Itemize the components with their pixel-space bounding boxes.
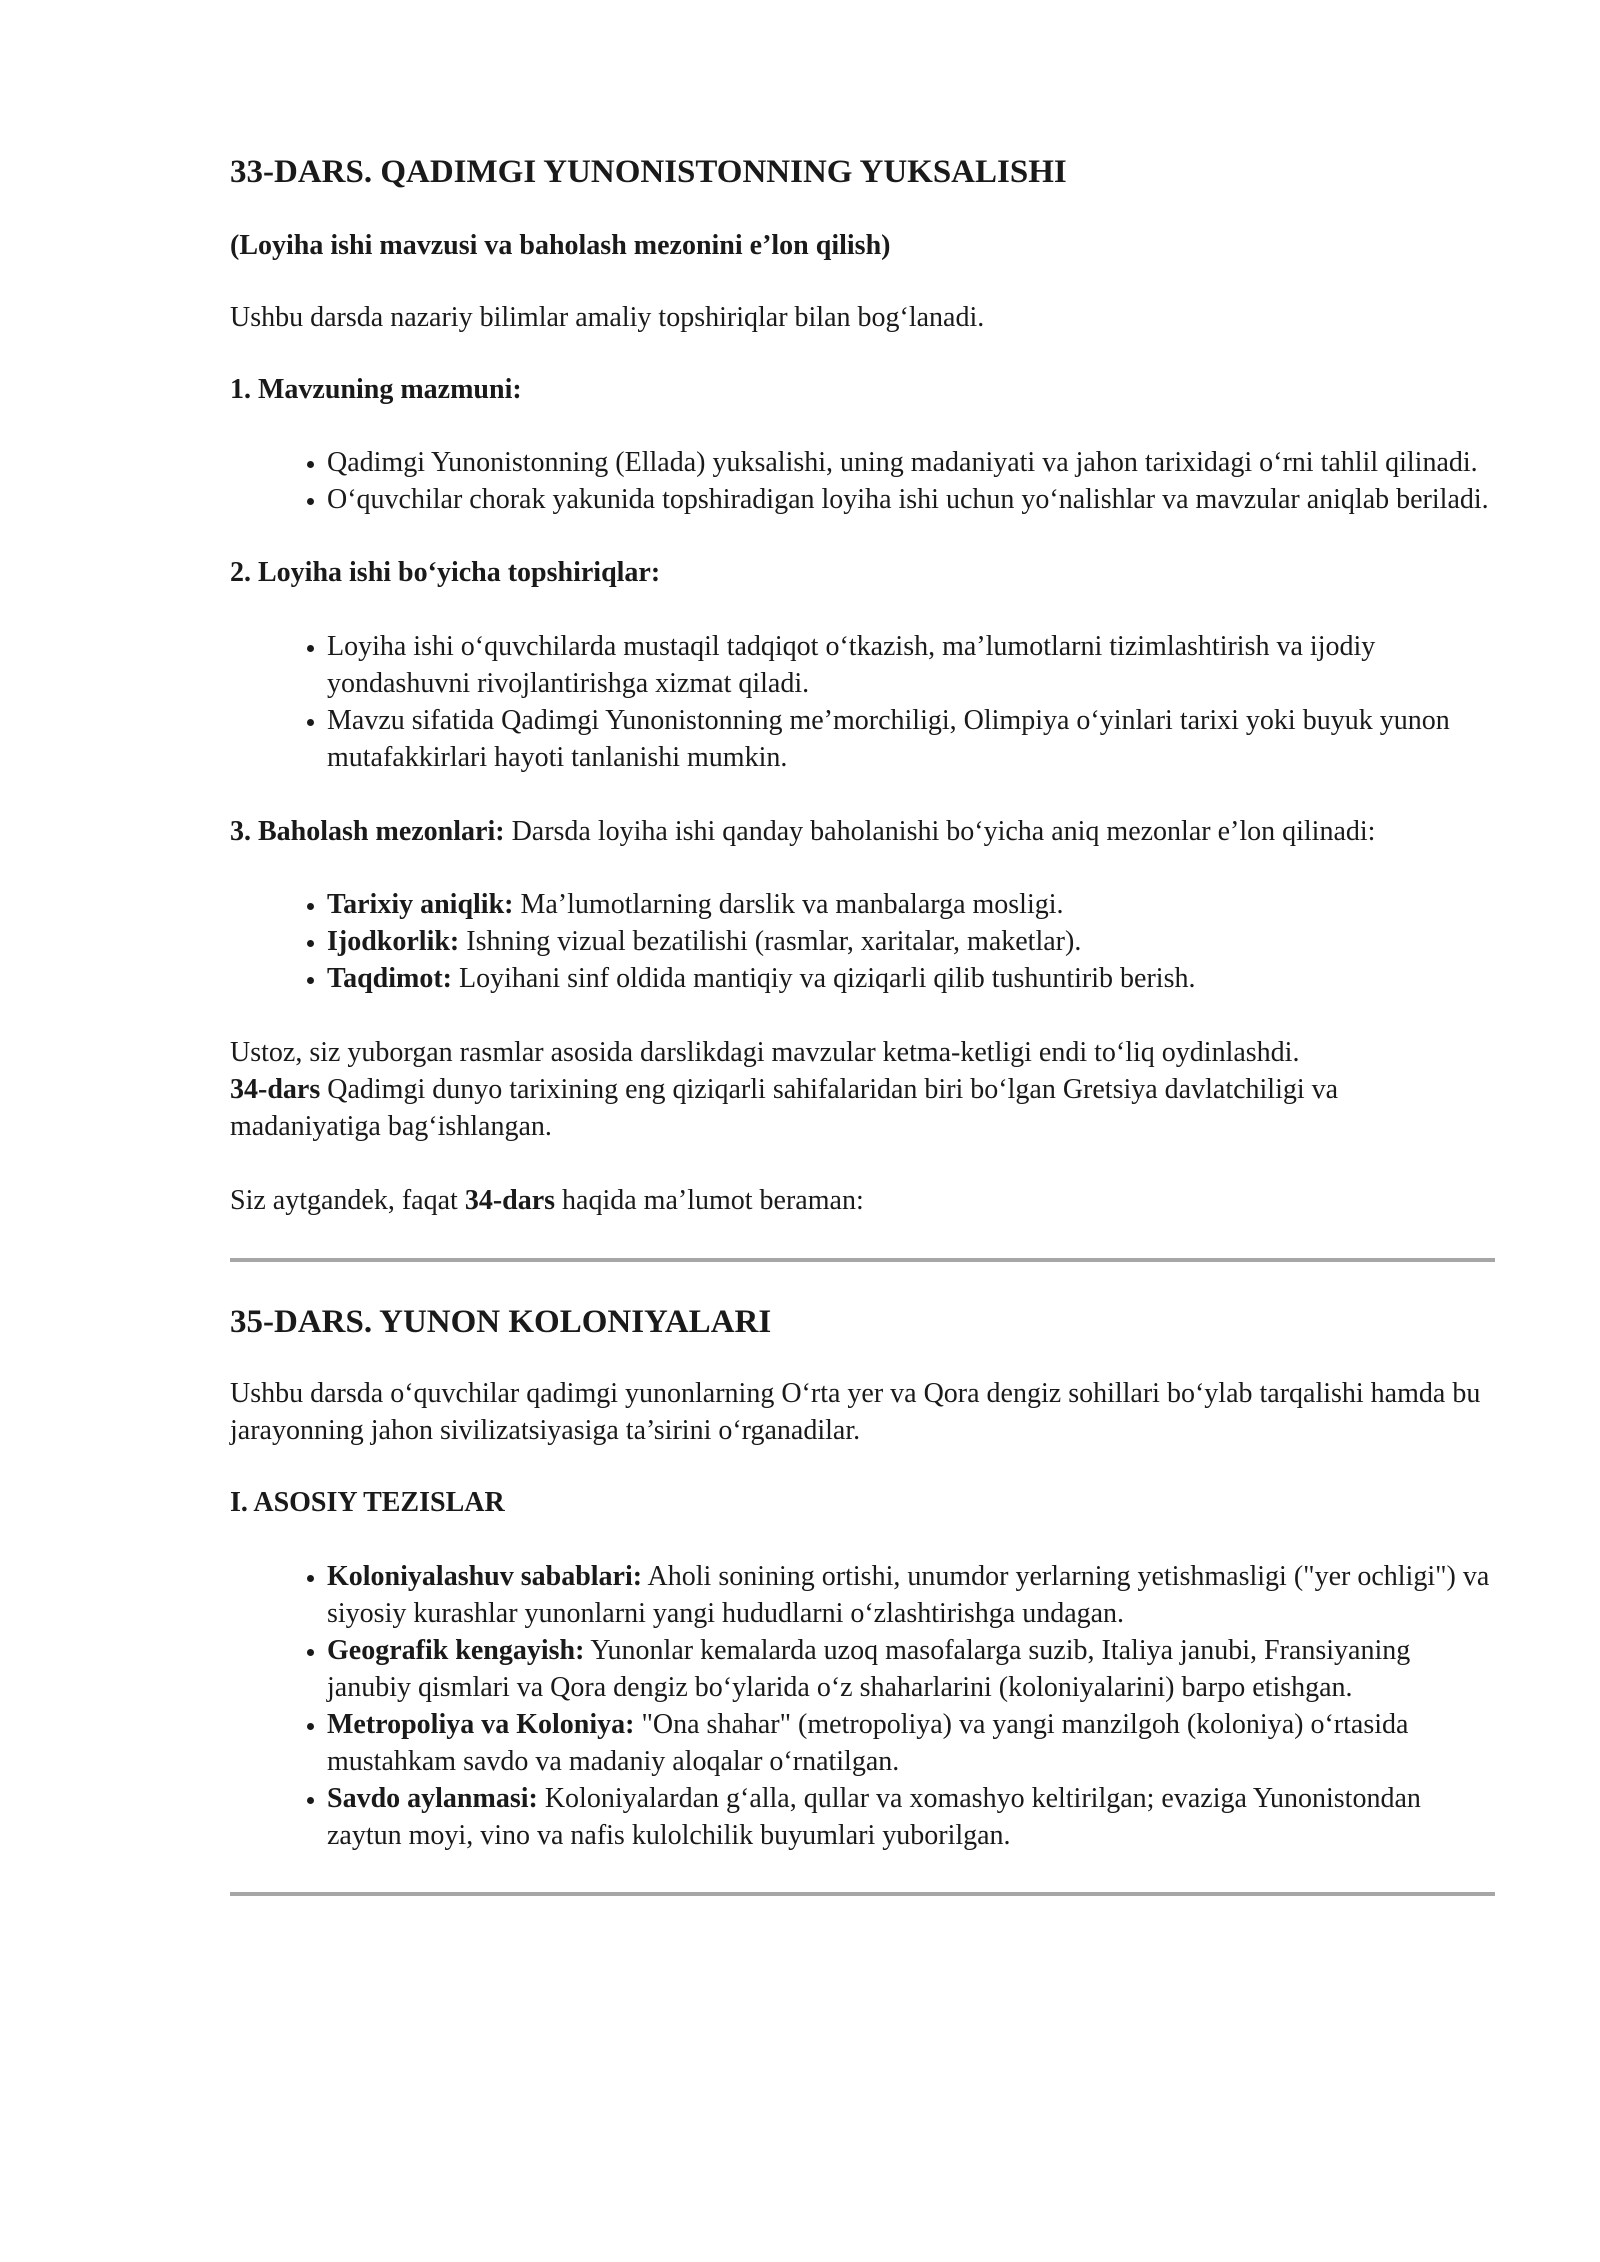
section2-heading: 2. Loyiha ishi bo‘yicha topshiriqlar: bbox=[230, 557, 661, 589]
bridge-p2-pre: Siz aytgandek, faqat bbox=[230, 1184, 465, 1216]
lesson33-intro: Ushbu darsda nazariy bilimlar amaliy topshiriqlar bilan bog‘lanadi. bbox=[230, 301, 985, 333]
list-item bbox=[327, 1706, 1495, 1780]
criteria-term: Tarixiy aniqlik: bbox=[327, 888, 514, 920]
thesis-text: "Ona shahar" (metropoliya) va yangi manzilgoh (koloniya) o‘rtasida mustahkam savdo va madaniy aloqalar o‘rnatilgan. bbox=[327, 1708, 1409, 1777]
list-item: • Qadimgi Yunonistonning (Ellada) yuksalishi, uning madaniyati va jahon tarixidagi o‘rni tahlil qilinadi. bbox=[327, 444, 1495, 481]
bridge-p2-bold: 34-dars bbox=[464, 1184, 556, 1216]
divider bbox=[230, 1892, 1495, 1896]
criteria-list bbox=[230, 886, 1495, 997]
list-item bbox=[327, 960, 1495, 997]
criteria-text: Ma’lumotlarning darslik va manbalarga mosligi. bbox=[513, 888, 1064, 920]
theses-heading: I. ASOSIY TEZISLAR bbox=[230, 1487, 505, 1519]
thesis-term: Geografik kengayish: bbox=[327, 1634, 585, 1666]
bridge-line2: Qadimgi dunyo tarixining eng qiziqarli sahifalaridan biri bo‘lgan Gretsiya davlatchiligi va madaniyatiga bag‘ishlangan. bbox=[230, 1073, 1339, 1142]
section2-list bbox=[230, 628, 1495, 776]
section3-paragraph bbox=[230, 813, 1495, 850]
bridge-p2-post: haqida ma’lumot beraman: bbox=[555, 1184, 864, 1216]
section3-heading: 3. Baholash mezonlari: bbox=[230, 815, 505, 847]
thesis-term: Metropoliya va Koloniya: bbox=[327, 1708, 635, 1740]
list-item: • O‘quvchilar chorak yakunida topshiradigan loyiha ishi uchun yo‘nalishlar va mavzular aniqlab beriladi. bbox=[327, 481, 1495, 518]
list-item: • Loyiha ishi o‘quvchilarda mustaqil tadqiqot o‘tkazish, ma’lumotlarni tizimlashtirish va ijodiy yondashuvni rivojlantirishga xizmat qiladi. bbox=[327, 628, 1495, 702]
thesis-text: Aholi sonining ortishi, unumdor yerlarning yetishmasligi ("yer ochligi") va siyosiy kurashlar yunonlarni yangi hududlarni o‘zlashtirishga undagan. bbox=[327, 1560, 1490, 1629]
criteria-text: Ishning vizual bezatilishi (rasmlar, xaritalar, maketlar). bbox=[459, 925, 1082, 957]
thesis-text: Yunonlar kemalarda uzoq masofalarga suzib, Italiya janubi, Fransiyaning janubiy qismlari va Qora dengiz bo‘ylarida o‘z shaharlarini (koloniyalarini) barpo etishgan. bbox=[327, 1634, 1411, 1703]
lesson33-title: 33-DARS. QADIMGI YUNONISTONNING YUKSALISHI bbox=[230, 154, 1067, 190]
list-item bbox=[327, 1632, 1495, 1706]
list-item bbox=[327, 923, 1495, 960]
divider bbox=[230, 1258, 1495, 1262]
list-item: • Mavzu sifatida Qadimgi Yunonistonning me’morchiligi, Olimpiya o‘yinlari tarixi yoki buyuk yunon mutafakkirlari hayoti tanlanishi mumkin. bbox=[327, 702, 1495, 776]
document-page bbox=[230, 150, 1495, 1896]
bridge-line1: Ustoz, siz yuborgan rasmlar asosida darslikdagi mavzular ketma-ketligi endi to‘liq oydinlashdi. bbox=[230, 1036, 1300, 1068]
list-item bbox=[327, 886, 1495, 923]
lesson35-title: 35-DARS. YUNON KOLONIYALARI bbox=[230, 1303, 772, 1340]
thesis-text: Koloniyalardan g‘alla, qullar va xomashyo keltirilgan; evaziga Yunonistondan zaytun moyi, vino va nafis kulolchilik buyumlari yuborilgan. bbox=[327, 1782, 1421, 1851]
list-item bbox=[327, 1780, 1495, 1854]
bridge-bold: 34-dars bbox=[230, 1073, 321, 1105]
thesis-term: Savdo aylanmasi: bbox=[327, 1782, 538, 1814]
section3-text: Darsda loyiha ishi qanday baholanishi bo‘yicha aniq mezonlar e’lon qilinadi: bbox=[504, 815, 1376, 847]
criteria-text: Loyihani sinf oldida mantiqiy va qiziqarli qilib tushuntirib berish. bbox=[452, 962, 1196, 994]
lesson33-subtitle: (Loyiha ishi mavzusi va baholash mezonini e’lon qilish) bbox=[230, 229, 891, 261]
list-item bbox=[327, 1558, 1495, 1632]
lesson35-intro: Ushbu darsda o‘quvchilar qadimgi yunonlarning O‘rta yer va Qora dengiz sohillari bo‘ylab tarqalishi hamda bu jarayonning jahon sivilizatsiyasiga ta’sirini o‘rganadilar. bbox=[230, 1378, 1481, 1447]
theses-list bbox=[230, 1558, 1495, 1854]
criteria-term: Ijodkorlik: bbox=[327, 925, 460, 957]
bridge-paragraph bbox=[230, 1034, 1495, 1145]
section1-list bbox=[230, 444, 1495, 518]
section1-heading: 1. Mavzuning mazmuni: bbox=[230, 373, 522, 405]
bridge-paragraph-2 bbox=[230, 1182, 1495, 1219]
criteria-term: Taqdimot: bbox=[327, 962, 453, 994]
thesis-term: Koloniyalashuv sabablari: bbox=[327, 1560, 643, 1592]
